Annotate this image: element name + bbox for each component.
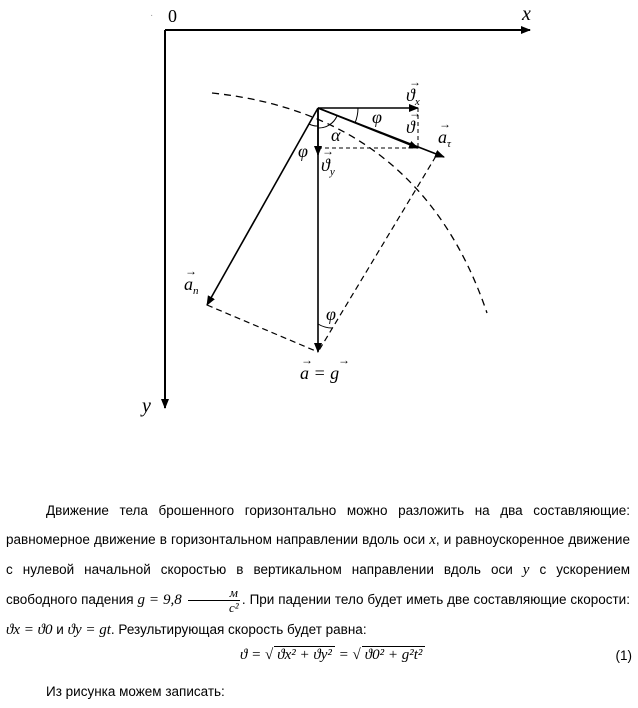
vy-label: $ϑ_y$	[321, 155, 335, 178]
vx-label: $ϑ_x$	[406, 85, 420, 108]
a-eq-g-label: a = g	[300, 363, 340, 383]
p1-x-var: x	[429, 532, 436, 548]
p1-text-e: . Результирующая скорость будет равна:	[110, 622, 367, 637]
a-tau-label-arrow: →	[439, 117, 451, 131]
a-n-label-arrow: →	[185, 264, 197, 278]
phi-left-label: φ	[298, 141, 308, 161]
a-eq-g-arrow-a: →	[301, 353, 313, 367]
p1-text-c: с ускорением свободного падения	[6, 562, 630, 607]
and-word: и	[56, 622, 64, 637]
g-unit-num: м	[188, 586, 240, 601]
g-expression: g = 9,8	[137, 592, 182, 608]
phi-top-label: φ	[372, 107, 382, 127]
a-n-label: $a_n$	[184, 274, 199, 297]
g-unit-den: с²	[228, 599, 239, 615]
equation-1-number: (1)	[615, 648, 632, 663]
vy-label-arrow: →	[322, 144, 334, 158]
phi-top-arc	[355, 108, 358, 123]
y-axis-label: y	[142, 395, 151, 417]
vx-expression: ϑx = ϑ0	[6, 622, 53, 638]
equation-1	[0, 642, 638, 678]
x-axis-label: x	[522, 3, 531, 25]
phi-bottom-arc	[318, 324, 333, 328]
vx-label-arrow: →	[409, 75, 421, 89]
eq1-radicand-1: ϑx² + ϑy²	[274, 646, 335, 664]
vy-expression: ϑy = gt	[67, 622, 111, 638]
a-eq-g-arrow-g: →	[338, 353, 350, 367]
equation-1-body: ϑ = √ ϑx² + ϑy² = √ ϑ0² + g²t²	[240, 646, 425, 664]
eq1-equals: =	[338, 647, 349, 663]
paragraph-2: Из рисунка можем записать:	[46, 684, 225, 699]
eq1-radicand-2: ϑ0² + g²t²	[362, 646, 426, 664]
origin-label: 0	[168, 6, 177, 26]
paragraph-1	[6, 496, 630, 645]
phi-bottom-label: φ	[326, 304, 336, 324]
p1-text-d: . При падении тело будет иметь две составляющие скорости:	[241, 592, 630, 607]
a-tau-label: $a_\tau$	[438, 127, 451, 150]
alpha-label: α	[331, 125, 341, 145]
p1-text-b: , и равноускоренное движение с нулевой начальной скоростью в вертикальном направлении вдоль оси	[6, 532, 630, 577]
p1-y-var: y	[522, 562, 530, 578]
p1-text-a: Движение тела брошенного горизонтально можно разложить на два составляющие: равномерное движение в горизонтальном направлении вдоль оси	[6, 503, 630, 547]
eq1-lhs: ϑ =	[240, 647, 262, 663]
a-n-vector	[207, 108, 318, 305]
small-dot: ·	[150, 10, 154, 21]
phi-left-arc	[309, 124, 318, 126]
v-label: ϑ	[406, 117, 415, 137]
dash-n-to-g	[207, 305, 318, 352]
g-unit-fraction	[188, 586, 240, 615]
v-label-arrow: →	[409, 106, 421, 120]
